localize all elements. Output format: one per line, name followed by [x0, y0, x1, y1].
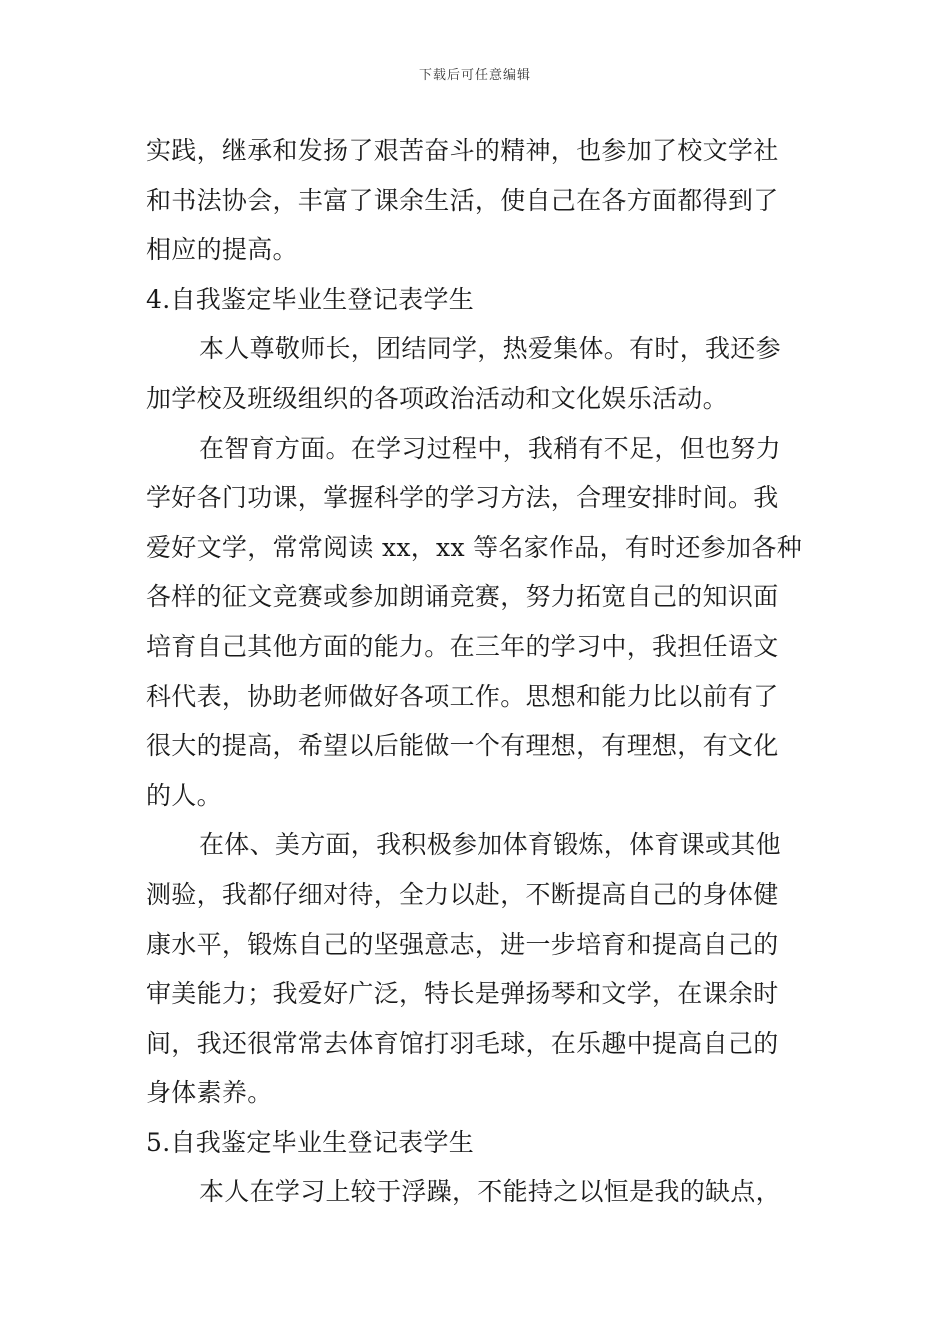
text-line: 身体素养。 [146, 1078, 273, 1108]
text-line: 本人尊敬师长，团结同学，热爱集体。有时，我还参 [199, 334, 781, 364]
text-line: 学好各门功课，掌握科学的学习方法，合理安排时间。我 [146, 483, 779, 513]
text-line: 科代表，协助老师做好各项工作。思想和能力比以前有了 [146, 681, 779, 711]
text-line: 相应的提高。 [146, 235, 298, 265]
page-header: 下载后可任意编辑 [418, 68, 531, 83]
text-line: 在智育方面。在学习过程中，我稍有不足，但也努力 [199, 433, 781, 463]
text-line: 很大的提高，希望以后能做一个有理想，有理想，有文化 [146, 731, 779, 761]
text-line: 实践，继承和发扬了艰苦奋斗的精神，也参加了校文学社 [146, 136, 779, 165]
section-heading: 4.自我鉴定毕业生登记表学生 [146, 284, 475, 314]
section-heading: 5.自我鉴定毕业生登记表学生 [146, 1127, 475, 1157]
text-line: 的人。 [146, 780, 222, 810]
text-line: 爱好文学，常常阅读 xx，xx 等名家作品，有时还参加各种 [146, 532, 802, 562]
text-line: 本人在学习上较于浮躁，不能持之以恒是我的缺点， [199, 1177, 781, 1207]
text-line: 和书法协会，丰富了课余生活，使自己在各方面都得到了 [146, 185, 779, 215]
document-body [146, 126, 806, 1217]
text-line: 康水平，锻炼自己的坚强意志，进一步培育和提高自己的 [146, 929, 779, 959]
text-line: 测验，我都仔细对待，全力以赴，不断提高自己的身体健 [146, 879, 779, 909]
text-line: 审美能力；我爱好广泛，特长是弹扬琴和文学，在课余时 [146, 979, 779, 1009]
text-line: 加学校及班级组织的各项政治活动和文化娱乐活动。 [146, 383, 728, 413]
text-line: 在体、美方面，我积极参加体育锻炼，体育课或其他 [199, 830, 781, 860]
text-line: 间，我还很常常去体育馆打羽毛球，在乐趣中提高自己的 [146, 1028, 779, 1058]
text-line: 各样的征文竞赛或参加朗诵竞赛，努力拓宽自己的知识面 [146, 582, 779, 612]
text-line: 培育自己其他方面的能力。在三年的学习中，我担任语文 [146, 631, 779, 661]
